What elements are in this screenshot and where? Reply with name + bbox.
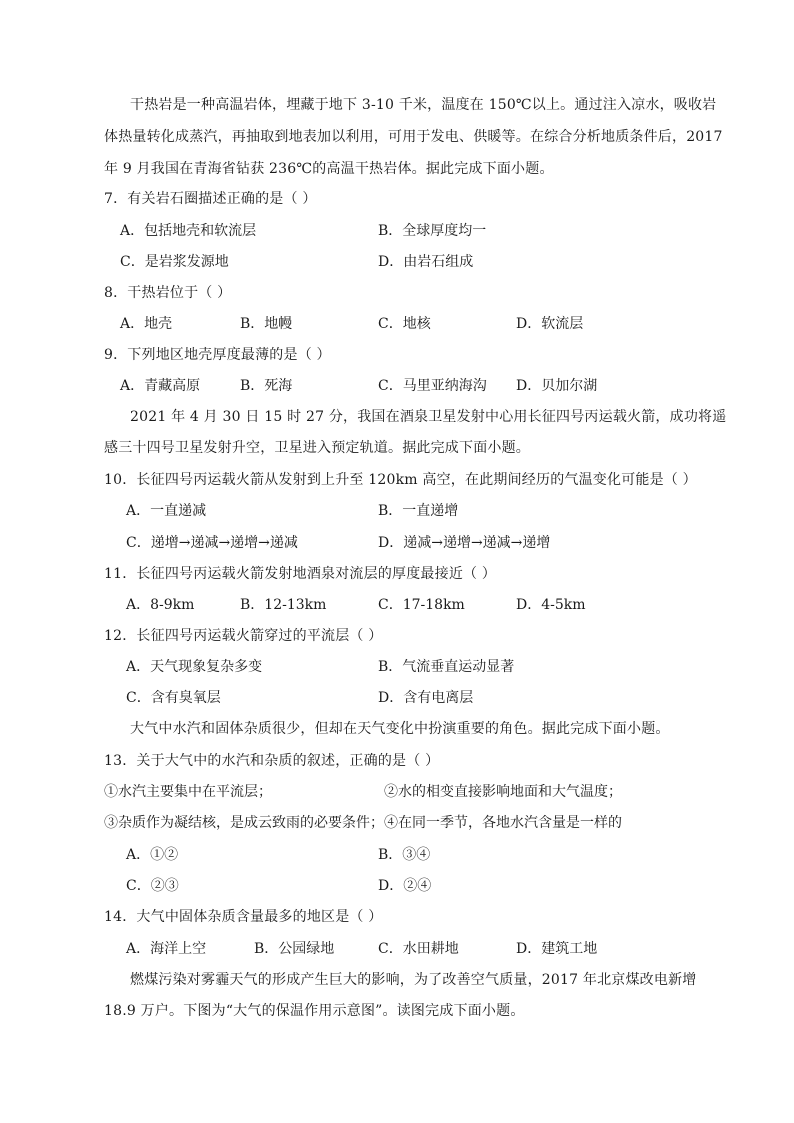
- question-13-option-c[interactable]: C．②③: [126, 878, 179, 894]
- question-14-option-c[interactable]: C．水田耕地: [378, 941, 459, 957]
- question-9-option-a[interactable]: A．青藏高原: [120, 378, 201, 394]
- question-11-option-c[interactable]: C．17-18km: [378, 597, 465, 613]
- question-10-option-b[interactable]: B．一直递增: [378, 503, 459, 519]
- question-10-stem: 10．长征四号丙运载火箭从发射到上升至 120km 高空，在此期间经历的气温变化可能是（ ）: [104, 472, 697, 488]
- question-10-option-d[interactable]: D．递减→递增→递减→递增: [378, 535, 551, 551]
- question-12-option-a[interactable]: A．天气现象复杂多变: [126, 659, 263, 675]
- question-8-option-c[interactable]: C．地核: [378, 316, 431, 332]
- question-13-statement-3-4: ③杂质作为凝结核，是成云致雨的必要条件；④在同一季节，各地水汽含量是一样的: [104, 815, 622, 831]
- question-13-option-b[interactable]: B．③④: [378, 847, 431, 863]
- question-13-statement-1: ①水汽主要集中在平流层；: [104, 784, 272, 800]
- question-11-option-b[interactable]: B．12-13km: [240, 597, 327, 613]
- question-10-option-a[interactable]: A．一直递减: [126, 503, 207, 519]
- question-14-option-b[interactable]: B．公园绿地: [254, 941, 335, 957]
- passage-4-line-2: 18.9 万户。下图为“大气的保温作用示意图”。读图完成下面小题。: [104, 1003, 525, 1019]
- passage-1-line-3: 年 9 月我国在青海省钻获 236℃的高温干热岩体。据此完成下面小题。: [104, 161, 554, 177]
- question-13-option-d[interactable]: D．②④: [378, 878, 432, 894]
- passage-2-line-1: 2021 年 4 月 30 日 15 时 27 分，我国在酒泉卫星发射中心用长征四号丙运载火箭，成功将遥: [130, 409, 727, 425]
- question-7-option-d[interactable]: D．由岩石组成: [378, 254, 474, 270]
- question-11-option-d[interactable]: D．4-5km: [516, 597, 586, 613]
- question-9-option-b[interactable]: B．死海: [240, 378, 293, 394]
- question-7-option-b[interactable]: B．全球厚度均一: [378, 223, 487, 239]
- question-10-option-c[interactable]: C．递增→递减→递增→递减: [126, 535, 298, 551]
- question-7-option-a[interactable]: A．包括地壳和软流层: [120, 223, 257, 239]
- passage-3-line-1: 大气中水汽和固体杂质很少，但却在天气变化中扮演重要的角色。据此完成下面小题。: [130, 721, 670, 737]
- question-9-option-d[interactable]: D．贝加尔湖: [516, 378, 598, 394]
- question-12-option-b[interactable]: B．气流垂直运动显著: [378, 659, 515, 675]
- question-13-option-a[interactable]: A．①②: [126, 847, 179, 863]
- question-8-option-a[interactable]: A．地壳: [120, 316, 173, 332]
- passage-4-line-1: 燃煤污染对雾霾天气的形成产生巨大的影响，为了改善空气质量，2017 年北京煤改电新增: [130, 972, 697, 988]
- question-13-stem: 13．关于大气中的水汽和杂质的叙述，正确的是（ ）: [104, 753, 440, 769]
- question-11-stem: 11．长征四号丙运载火箭发射地酒泉对流层的厚度最接近（ ）: [104, 566, 497, 582]
- question-9-option-c[interactable]: C．马里亚纳海沟: [378, 378, 487, 394]
- question-13-statement-2: ②水的相变直接影响地面和大气温度；: [384, 784, 622, 800]
- question-14-option-d[interactable]: D．建筑工地: [516, 941, 598, 957]
- question-14-option-a[interactable]: A．海洋上空: [126, 941, 207, 957]
- question-8-stem: 8．干热岩位于（ ）: [104, 285, 232, 301]
- question-9-stem: 9．下列地区地壳厚度最薄的是（ ）: [104, 347, 331, 363]
- question-8-option-d[interactable]: D．软流层: [516, 316, 584, 332]
- question-12-stem: 12．长征四号丙运载火箭穿过的平流层（ ）: [104, 628, 383, 644]
- question-7-option-c[interactable]: C．是岩浆发源地: [120, 254, 229, 270]
- question-12-option-c[interactable]: C．含有臭氧层: [126, 690, 221, 706]
- question-8-option-b[interactable]: B．地幔: [240, 316, 293, 332]
- question-7-stem: 7．有关岩石圈描述正确的是（ ）: [104, 191, 317, 207]
- question-11-option-a[interactable]: A．8-9km: [126, 597, 195, 613]
- passage-2-line-2: 感三十四号卫星发射升空，卫星进入预定轨道。据此完成下面小题。: [104, 440, 530, 456]
- passage-1-line-2: 体热量转化成蒸汽，再抽取到地表加以利用，可用于发电、供暖等。在综合分析地质条件后，2017: [104, 129, 723, 145]
- question-14-stem: 14．大气中固体杂质含量最多的地区是（ ）: [104, 909, 383, 925]
- question-12-option-d[interactable]: D．含有电离层: [378, 690, 474, 706]
- passage-1-line-1: 干热岩是一种高温岩体，埋藏于地下 3-10 千米，温度在 150℃以上。通过注入凉水，吸收岩: [130, 97, 717, 113]
